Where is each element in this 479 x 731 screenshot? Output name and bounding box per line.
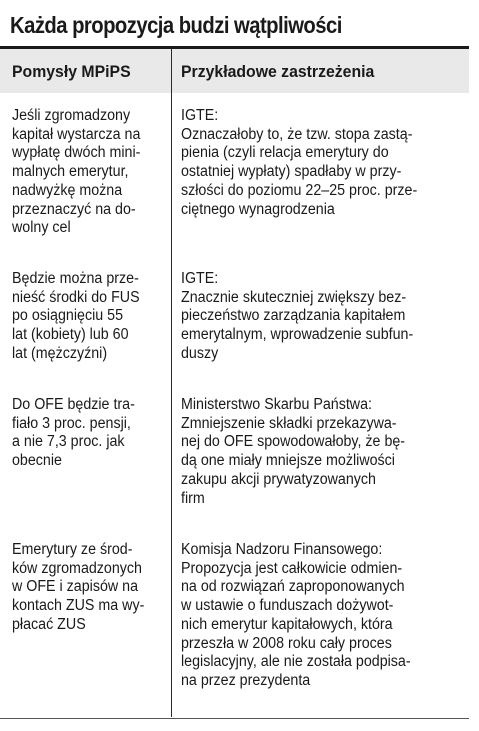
text-line: fiało 3 proc. pensji,: [12, 414, 131, 432]
text-line: wypłatę dwóch mini-: [12, 144, 141, 162]
text-line: IGTE:: [181, 107, 219, 124]
text-line: IGTE:: [181, 270, 219, 287]
proposal-cell-3: [12, 396, 146, 471]
objection-cell-2: [181, 270, 433, 364]
table-title: Każda propozycja budzi wątpliwości: [10, 12, 342, 38]
text-line: nadwyżkę można: [12, 181, 123, 199]
text-line: Oznaczałoby to, że tzw. stopa zastą-: [181, 125, 413, 143]
text-line: pieczeństwo zarządzania kapitałem: [181, 307, 406, 325]
text-line: emerytalnym, wprowadzenie subfun-: [181, 326, 414, 344]
text-line: Ministerstwo Skarbu Państwa:: [181, 396, 373, 413]
text-line: nieść środki do FUS: [12, 288, 140, 306]
text-line: płacać ZUS: [12, 615, 86, 633]
text-line: przeszła w 2008 roku cały proces: [181, 634, 392, 652]
text-line: Zmniejszenie składki przekazywa-: [181, 414, 397, 432]
text-line: nich emerytur kapitałowych, która: [181, 615, 393, 633]
objection-cell-3: [181, 396, 425, 508]
objection-cell-4: [181, 541, 431, 691]
text-line: Propozycja jest całkowicie odmien-: [181, 559, 403, 577]
text-line: pienia (czyli relacja emerytury do: [181, 144, 389, 162]
text-line: duszy: [181, 344, 219, 362]
text-line: firm: [181, 489, 205, 507]
text-line: na przez prezydenta: [181, 671, 311, 689]
text-line: Jeśli zgromadzony: [12, 107, 131, 124]
text-line: dą one miały mniejsze możliwości: [181, 452, 395, 470]
text-line: Emerytury ze środ-: [12, 541, 133, 558]
text-line: lat (kobiety) lub 60: [12, 326, 129, 344]
text-line: Komisja Nadzoru Finansowego:: [181, 541, 383, 558]
column-header-proposals: Pomysły MPiPS: [12, 62, 131, 81]
bottom-rule: [0, 718, 469, 719]
text-line: wolny cel: [12, 219, 71, 237]
text-line: nej do OFE spowodowałoby, że bę-: [181, 433, 406, 451]
text-line: Będzie można prze-: [12, 270, 139, 287]
text-line: kontach ZUS ma wy-: [12, 597, 145, 615]
text-line: ostatniej wypłaty) spadłaby w przy-: [181, 163, 402, 181]
text-line: po osiągnięciu 55: [12, 307, 124, 325]
proposal-cell-4: [12, 541, 156, 635]
text-line: kapitał wystarcza na: [12, 125, 141, 143]
text-line: zakupu akcji prywatyzowanych: [181, 470, 376, 488]
text-line: legislacyjny, ale nie została podpisa-: [181, 653, 411, 671]
text-line: szłości do poziomu 22–25 proc. prze-: [181, 181, 418, 199]
column-divider: [171, 49, 172, 717]
proposal-cell-1: [12, 107, 152, 238]
text-line: ciętnego wynagrodzenia: [181, 200, 335, 218]
objection-cell-1: [181, 107, 438, 219]
proposal-cell-2: [12, 270, 151, 364]
text-line: w ustawie o funduszach dożywot-: [181, 597, 394, 615]
text-line: lat (mężczyźni): [12, 344, 108, 362]
text-line: na od rozwiązań zaproponowanych: [181, 578, 405, 596]
text-line: malnych emerytur,: [12, 163, 129, 181]
text-line: Do OFE będzie tra-: [12, 396, 135, 413]
text-line: a nie 7,3 proc. jak: [12, 433, 125, 451]
column-header-objections: Przykładowe zastrzeżenia: [181, 62, 375, 81]
text-line: przeznaczyć na do-: [12, 200, 136, 218]
text-line: ków zgromadzonych: [12, 559, 142, 577]
text-line: obecnie: [12, 452, 62, 470]
text-line: w OFE i zapisów na: [12, 578, 139, 596]
text-line: Znacznie skuteczniej zwiększy bez-: [181, 288, 407, 306]
